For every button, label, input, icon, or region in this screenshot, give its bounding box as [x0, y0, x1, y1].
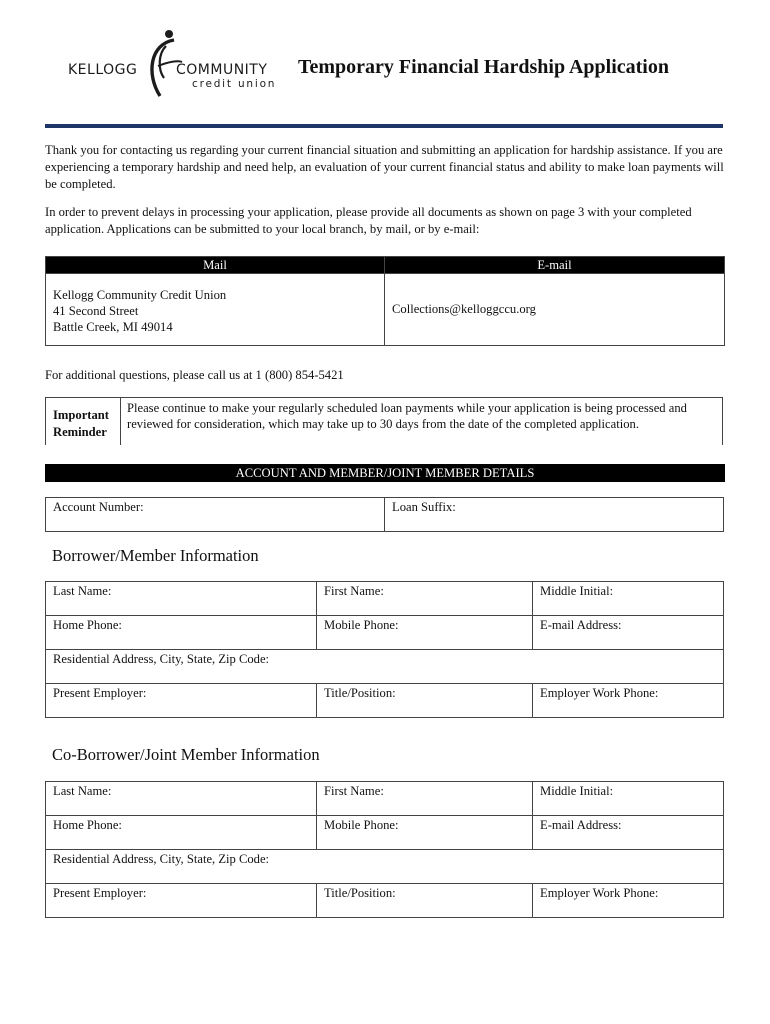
account-number-field[interactable]: Account Number:	[53, 500, 144, 514]
account-row	[45, 497, 724, 532]
borrower-last-name-field[interactable]: Last Name:	[53, 584, 112, 598]
coborrower-info-grid	[45, 781, 724, 918]
borrower-employer-row	[45, 683, 724, 718]
coborrower-phone-row	[45, 815, 724, 849]
reminder-divider	[120, 398, 121, 445]
reminder-text: Please continue to make your regularly scheduled loan payments while your application is being processed and reviewed for consideration, which may take up to 30 days from the date of the completed application.	[127, 401, 687, 431]
mail-address-line-3: Battle Creek, MI 49014	[53, 320, 173, 334]
logo-word-community: COMMUNITY	[176, 62, 268, 78]
borrower-present-employer-field[interactable]: Present Employer:	[53, 686, 147, 700]
coborrower-present-employer-field[interactable]: Present Employer:	[53, 886, 147, 900]
borrower-home-phone-field[interactable]: Home Phone:	[53, 618, 122, 632]
coborrower-title-position-field[interactable]: Title/Position:	[324, 886, 396, 900]
logo-word-kellogg: KELLOGG	[68, 62, 138, 78]
mail-address-cell	[46, 274, 385, 346]
borrower-address-row	[45, 649, 724, 683]
credit-union-logo	[64, 26, 284, 100]
mail-address-line-2: 41 Second Street	[53, 304, 139, 318]
logo-tagline: credit union	[192, 78, 277, 90]
borrower-section-heading: Borrower/Member Information	[52, 546, 259, 565]
coborrower-employer-row	[45, 883, 724, 918]
borrower-title-position-field[interactable]: Title/Position:	[324, 686, 396, 700]
intro-paragraph-1: Thank you for contacting us regarding your current financial situation and submitting an application for hardship assistance. If you are experiencing a temporary hardship and need help, an evaluation of your current financial status and ability to make loan payments will be completed.	[45, 143, 724, 191]
header-divider	[45, 124, 723, 128]
coborrower-section-heading: Co-Borrower/Joint Member Information	[52, 745, 320, 764]
important-reminder-box	[45, 397, 723, 445]
email-address-cell	[385, 274, 725, 346]
borrower-employer-work-phone-field[interactable]: Employer Work Phone:	[540, 686, 659, 700]
borrower-email-field[interactable]: E-mail Address:	[540, 618, 622, 632]
borrower-phone-row	[45, 615, 724, 649]
submission-methods-table	[45, 256, 725, 346]
loan-suffix-field[interactable]: Loan Suffix:	[392, 500, 456, 514]
coborrower-home-phone-field[interactable]: Home Phone:	[53, 818, 122, 832]
coborrower-email-field[interactable]: E-mail Address:	[540, 818, 622, 832]
reminder-label-line-2: Reminder	[53, 425, 107, 439]
intro-paragraph-2: In order to prevent delays in processing your application, please provide all documents as shown on page 3 with your completed application. Applications can be submitted to your local branch, by mail, or by e-mail:	[45, 205, 692, 236]
borrower-mobile-phone-field[interactable]: Mobile Phone:	[324, 618, 399, 632]
coborrower-last-name-field[interactable]: Last Name:	[53, 784, 112, 798]
email-column-header: E-mail	[385, 257, 725, 274]
coborrower-residential-address-field[interactable]: Residential Address, City, State, Zip Code:	[53, 852, 270, 866]
account-details-section-bar: ACCOUNT AND MEMBER/JOINT MEMBER DETAILS	[45, 464, 725, 482]
coborrower-address-row	[45, 849, 724, 883]
coborrower-middle-initial-field[interactable]: Middle Initial:	[540, 784, 614, 798]
borrower-name-row	[45, 581, 724, 615]
reminder-label-line-1: Important	[53, 408, 109, 422]
borrower-residential-address-field[interactable]: Residential Address, City, State, Zip Code:	[53, 652, 270, 666]
coborrower-employer-work-phone-field[interactable]: Employer Work Phone:	[540, 886, 659, 900]
email-address-link[interactable]: Collections@kelloggccu.org	[392, 302, 536, 316]
coborrower-name-row	[45, 781, 724, 815]
reminder-label	[53, 407, 109, 441]
mail-column-header: Mail	[46, 257, 385, 274]
borrower-info-grid	[45, 581, 724, 718]
page-title: Temporary Financial Hardship Application	[298, 56, 669, 78]
borrower-first-name-field[interactable]: First Name:	[324, 584, 384, 598]
coborrower-mobile-phone-field[interactable]: Mobile Phone:	[324, 818, 399, 832]
coborrower-first-name-field[interactable]: First Name:	[324, 784, 384, 798]
borrower-middle-initial-field[interactable]: Middle Initial:	[540, 584, 614, 598]
questions-text: For additional questions, please call us at 1 (800) 854-5421	[45, 368, 344, 382]
account-details-grid	[45, 497, 724, 532]
mail-address-line-1: Kellogg Community Credit Union	[53, 288, 227, 302]
